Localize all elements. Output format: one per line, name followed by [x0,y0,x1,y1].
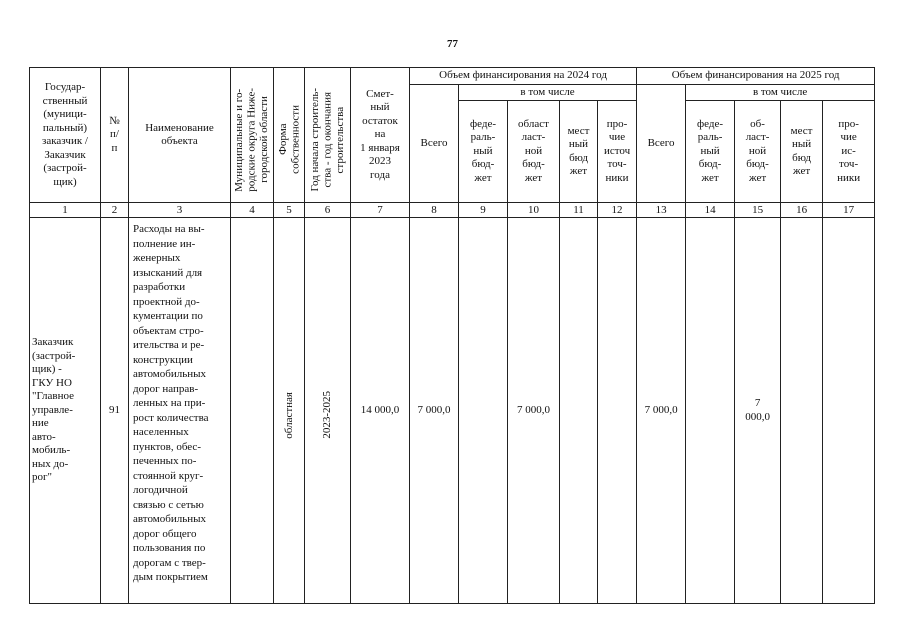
row-number: 91 [101,218,129,604]
column-number: 7 [351,203,410,218]
header-funding-2025: Объем финансирования на 2025 год [637,68,875,85]
header-including-2025: в том числе [686,84,875,101]
row-regional-2025: 7 000,0 [735,218,781,604]
financing-table [29,67,875,604]
header-federal-2025: феде- раль- ный бюд- жет [686,101,735,203]
header-total-2025: Всего [637,84,686,203]
row-local-2025 [781,218,823,604]
row-construction-years-text: 2023-2025 [321,391,334,439]
column-number: 16 [781,203,823,218]
header-municipality [231,68,274,203]
header-regional-2024: област ласт- ной бюд- жет [508,101,560,203]
column-number: 10 [508,203,560,218]
column-number: 5 [274,203,305,218]
column-number: 8 [410,203,459,218]
column-number: 2 [101,203,129,218]
row-total-2024: 7 000,0 [410,218,459,604]
header-construction-years-text: Год начала строитель- ства - год окончания строительства [308,87,346,192]
header-ownership-text: Форма собственности [276,105,301,174]
column-number: 9 [459,203,508,218]
row-estimate-balance: 14 000,0 [351,218,410,604]
header-municipality-text: Муниципальные и го- родские округа Ниже- городской области [233,87,271,192]
header-construction-years [305,68,351,203]
row-customer: Заказчик (застрой- щик) - ГКУ НО "Главное управле- ние авто- мобиль- ных до- рог" [30,218,101,604]
header-local-2024: мест ный бюд жет [560,101,598,203]
header-row-number: № п/ п [101,68,129,203]
row-regional-2024: 7 000,0 [508,218,560,604]
header-ownership [274,68,305,203]
row-federal-2025 [686,218,735,604]
column-number: 4 [231,203,274,218]
header-federal-2024: феде- раль- ный бюд- жет [459,101,508,203]
row-municipality [231,218,274,604]
row-ownership-text: областная [282,391,295,439]
column-number-row [30,203,875,218]
row-other-2024 [598,218,637,604]
header-local-2025: мест ный бюд жет [781,101,823,203]
column-number: 12 [598,203,637,218]
row-ownership [274,218,305,604]
header-including-2024: в том числе [459,84,637,101]
header-estimate-balance: Смет- ный остаток на 1 января 2023 года [351,68,410,203]
column-number: 15 [735,203,781,218]
row-federal-2024 [459,218,508,604]
header-other-2024: про- чие источ точ- ники [598,101,637,203]
header-regional-2025: об- ласт- ной бюд- жет [735,101,781,203]
column-number: 6 [305,203,351,218]
header-funding-2024: Объем финансирования на 2024 год [410,68,637,85]
row-local-2024 [560,218,598,604]
page-number: 77 [447,38,458,50]
header-customer: Государ- ственный (муници- пальный) заказчик / Заказчик (застрой- щик) [30,68,101,203]
row-construction-years [305,218,351,604]
column-number: 17 [823,203,875,218]
column-number: 3 [129,203,231,218]
header-total-2024: Всего [410,84,459,203]
table-row [30,218,875,604]
column-number: 13 [637,203,686,218]
header-object-name: Наименование объекта [129,68,231,203]
column-number: 14 [686,203,735,218]
header-other-2025: про- чие ис- точ- ники [823,101,875,203]
row-other-2025 [823,218,875,604]
row-total-2025: 7 000,0 [637,218,686,604]
column-number: 11 [560,203,598,218]
header-row-1 [30,68,875,85]
column-number: 1 [30,203,101,218]
row-object-name: Расходы на вы- полнение ин- женерных изысканий для разработки проектной до- кументации по объектам стро- ительства и ре- конструкции автомобильных дорог направ- ленных на при- рост количества населенных пунктов, обес- печенных по- стоянной круг- логодичной связью с сетью автомобильных дорог общего пользования по дорогам с твер- дым покрытием [129,218,231,604]
